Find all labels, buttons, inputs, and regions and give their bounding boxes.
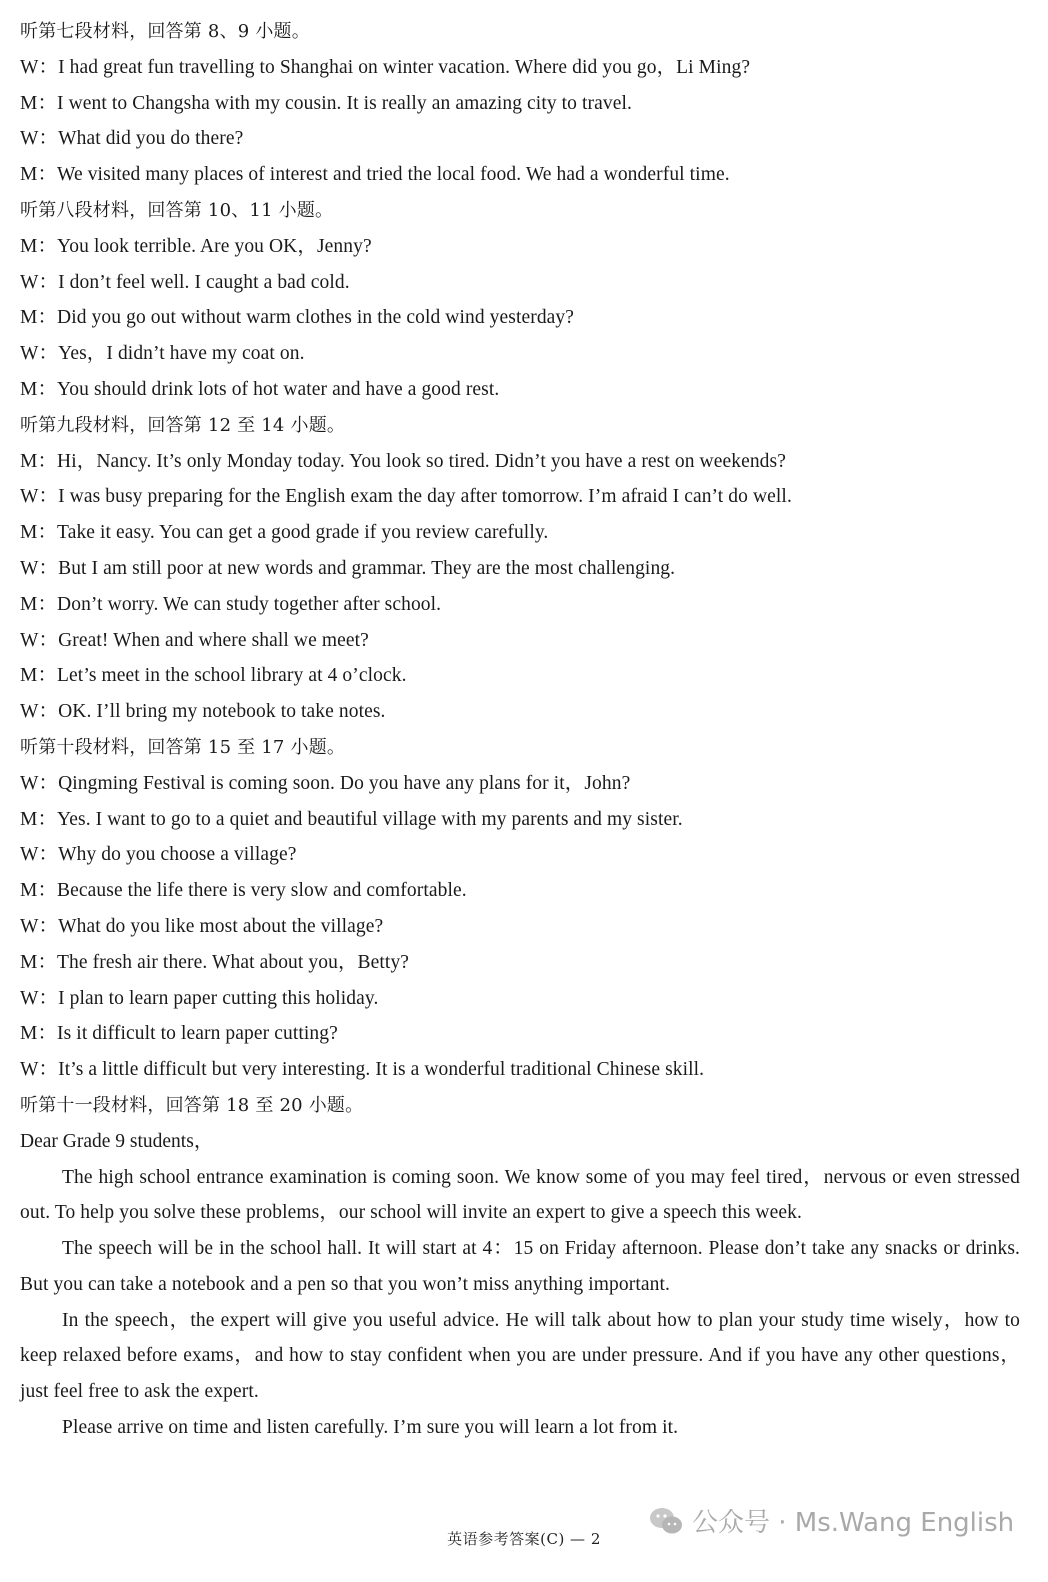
- dialogue-line: W：I was busy preparing for the English exam the day after tomorrow. I’m afraid I can’t do well.: [20, 486, 792, 508]
- dialogue-line: M：You should drink lots of hot water and have a good rest.: [20, 378, 500, 400]
- dialogue-line: M：Hi，Nancy. It’s only Monday today. You look so tired. Didn’t you have a rest on weekends?: [20, 450, 786, 472]
- dialogue-line: W：Why do you choose a village?: [20, 844, 297, 866]
- section-heading-11: 听第十一段材料，回答第 18 至 20 小题。: [20, 1094, 364, 1116]
- dialogue-line: W：Yes，I didn’t have my coat on.: [20, 343, 305, 365]
- document-content: [20, 14, 1020, 1446]
- section-heading-9: 听第九段材料，回答第 12 至 14 小题。: [20, 414, 346, 436]
- letter-paragraph: In the speech，the expert will give you useful advice. He will talk about how to plan your study time wisely，how to keep relaxed before exams，and how to stay confident when you are under pressure. And if you have any other questions，just feel free to ask the expert.: [20, 1309, 1020, 1403]
- dialogue-line: M：Yes. I want to go to a quiet and beautiful village with my parents and my sister.: [20, 808, 683, 830]
- dialogue-line: M：We visited many places of interest and tried the local food. We had a wonderful time.: [20, 164, 730, 186]
- dialogue-line: M：Let’s meet in the school library at 4 o’clock.: [20, 665, 407, 687]
- dialogue-line: M：I went to Changsha with my cousin. It is really an amazing city to travel.: [20, 92, 632, 114]
- letter-paragraph: The high school entrance examination is coming soon. We know some of you may feel tired，nervous or even stressed out. To help you solve these problems，our school will invite an expert to give a speech this week.: [20, 1166, 1020, 1224]
- dialogue-line: W：I had great fun travelling to Shanghai on winter vacation. Where did you go，Li Ming?: [20, 56, 751, 78]
- letter-paragraph: Please arrive on time and listen carefully. I’m sure you will learn a lot from it.: [62, 1417, 679, 1439]
- dialogue-line: W：But I am still poor at new words and grammar. They are the most challenging.: [20, 557, 676, 579]
- section-heading-10: 听第十段材料，回答第 15 至 17 小题。: [20, 736, 346, 758]
- dialogue-line: W：I don’t feel well. I caught a bad cold.: [20, 271, 350, 293]
- dialogue-line: W：I plan to learn paper cutting this holiday.: [20, 987, 379, 1009]
- dialogue-line: M：You look terrible. Are you OK，Jenny?: [20, 235, 372, 257]
- dialogue-line: M：Don’t worry. We can study together after school.: [20, 593, 442, 615]
- letter-salutation: Dear Grade 9 students，: [20, 1130, 214, 1152]
- dialogue-line: M：The fresh air there. What about you，Betty?: [20, 951, 410, 973]
- dialogue-line: W：It’s a little difficult but very interesting. It is a wonderful traditional Chinese skill.: [20, 1059, 705, 1081]
- dialogue-line: W：Great! When and where shall we meet?: [20, 629, 369, 651]
- watermark-text: 公众号 · Ms.Wang English: [692, 1508, 1015, 1538]
- dialogue-line: W：What do you like most about the village?: [20, 915, 384, 937]
- section-heading-7: 听第七段材料，回答第 8、9 小题。: [20, 21, 310, 42]
- dialogue-line: M：Take it easy. You can get a good grade if you review carefully.: [20, 522, 549, 544]
- dialogue-line: M：Did you go out without warm clothes in the cold wind yesterday?: [20, 307, 575, 329]
- dialogue-line: W：OK. I’ll bring my notebook to take notes.: [20, 701, 386, 723]
- letter-paragraph: The speech will be in the school hall. It will start at 4：15 on Friday afternoon. Please don’t take any snacks or drinks. But you can take a notebook and a pen so that you won’t miss anything important.: [20, 1238, 1020, 1295]
- section-heading-8: 听第八段材料，回答第 10、11 小题。: [20, 199, 334, 221]
- page-footer: 英语参考答案(C) — 2: [447, 1530, 601, 1548]
- dialogue-line: W：What did you do there?: [20, 128, 244, 150]
- dialogue-line: M：Is it difficult to learn paper cutting?: [20, 1023, 338, 1045]
- dialogue-line: W：Qingming Festival is coming soon. Do you have any plans for it，John?: [20, 772, 631, 794]
- dialogue-line: M：Because the life there is very slow and comfortable.: [20, 880, 467, 902]
